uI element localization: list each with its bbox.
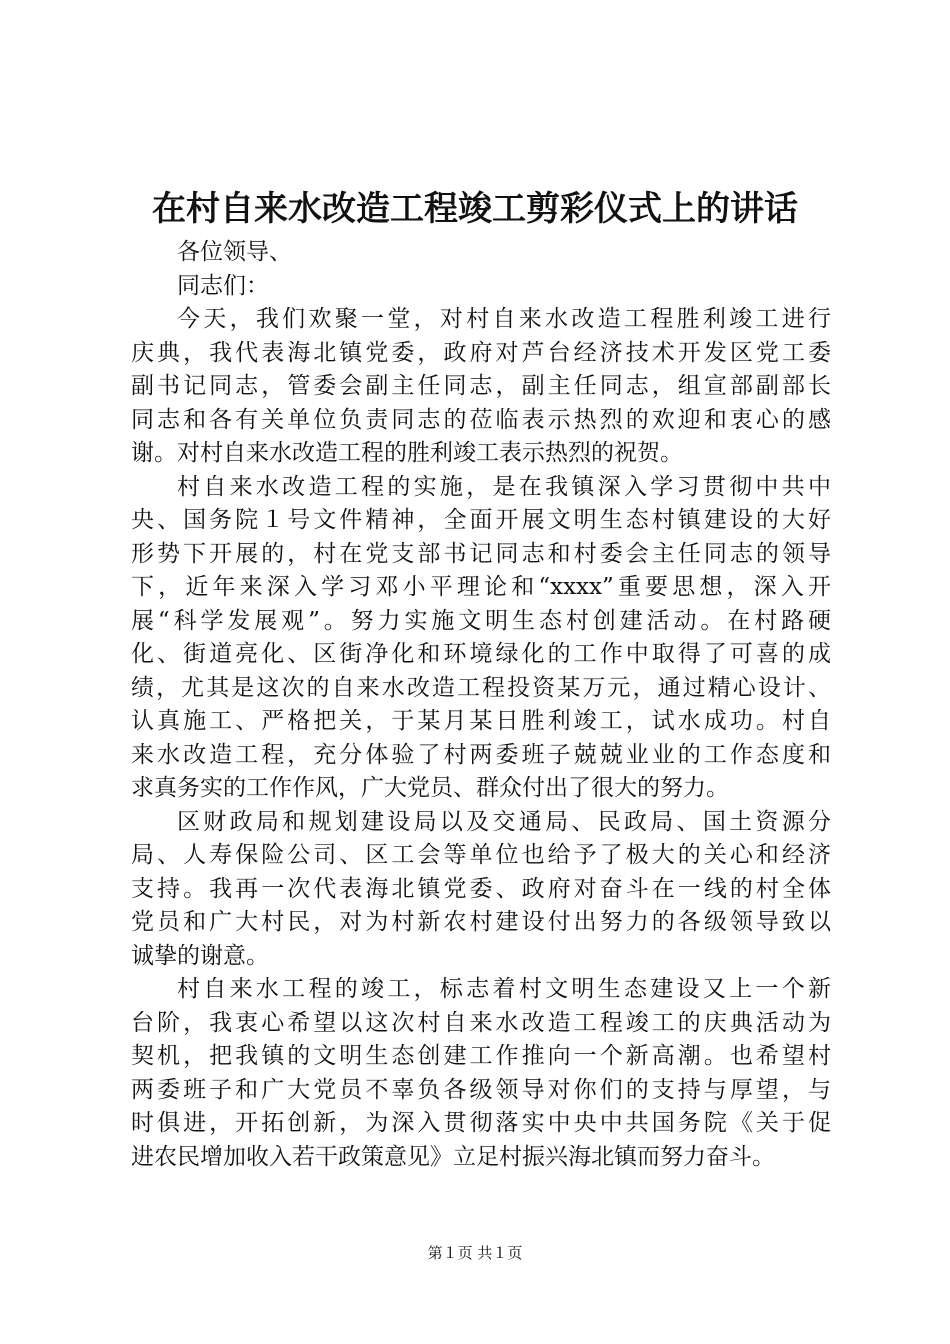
paragraph-line: 时俱进，开拓创新，为深入贯彻落实中央中共国务院《关于促 [131,1110,831,1136]
document-body [131,236,831,1174]
paragraph-line: 绩，尤其是这次的自来水改造工程投资某万元，通过精心设计、 [131,674,831,701]
paragraph-line: 同志和各有关单位负责同志的莅临表示热烈的欢迎和衷心的感 [131,406,831,433]
paragraph-line: 来水改造工程，充分体验了村两委班子兢兢业业的工作态度和 [131,741,831,768]
salutation-line: 同志们： [177,272,269,299]
paragraph-line: 台阶，我衷心希望以这次村自来水改造工程竣工的庆典活动为 [131,1009,831,1036]
paragraph-line: 今天，我们欢聚一堂，对村自来水改造工程胜利竣工进行 [177,306,831,332]
paragraph-line: 村自来水改造工程的实施，是在我镇深入学习贯彻中共中 [177,473,831,500]
paragraph-line: 求真务实的工作作风，广大党员、群众付出了很大的努力。 [131,775,729,801]
paragraph-line: 支持。我再一次代表海北镇党委、政府对奋斗在一线的村全体 [131,875,831,902]
paragraph-line: 党员和广大村民，对为村新农村建设付出努力的各级领导致以 [131,909,831,935]
paragraph-line: 谢。对村自来水改造工程的胜利竣工表示热烈的祝贺。 [131,440,683,466]
salutation-line: 各位领导、 [177,239,292,265]
paragraph-line: 认真施工、严格把关，于某月某日胜利竣工，试水成功。村自 [131,708,831,734]
paragraph-line: 诚挚的谢意。 [131,942,269,969]
paragraph-line: 局、人寿保险公司、区工会等单位也给予了极大的关心和经济 [131,842,831,868]
paragraph [131,303,831,471]
paragraph-line: 央、国务院１号文件精神，全面开展文明生态村镇建设的大好 [131,507,831,533]
paragraph-line: 两委班子和广大党员不辜负各级领导对你们的支持与厚望，与 [131,1076,831,1103]
page-number-footer: 第１页 共１页 [427,1244,523,1262]
paragraph-line: 化、街道亮化、区街净化和环境绿化的工作中取得了可喜的成 [131,641,831,667]
paragraph-line: 进农民增加收入若干政策意见》立足村振兴海北镇而努力奋斗。 [131,1143,775,1170]
paragraph-line: 副书记同志，管委会副主任同志，副主任同志，组宣部副部长 [131,373,831,399]
paragraph [131,973,831,1174]
paragraph-line: 村自来水工程的竣工，标志着村文明生态建设又上一个新 [177,976,831,1002]
paragraph-line: 下，近年来深入学习邓小平理论和“xxxx”重要思想，深入开 [131,574,831,600]
paragraph-line: 契机，把我镇的文明生态创建工作推向一个新高潮。也希望村 [131,1043,831,1069]
paragraph [131,806,831,974]
paragraph-line: 区财政局和规划建设局以及交通局、民政局、国土资源分 [177,808,831,835]
paragraph-line: 展“科学发展观”。努力实施文明生态村创建活动。在村路硬 [131,607,831,634]
paragraph-line: 庆典，我代表海北镇党委，政府对芦台经济技术开发区党工委 [131,339,831,366]
document-title: 在村自来水改造工程竣工剪彩仪式上的讲话 [152,189,798,229]
paragraph [131,471,831,806]
paragraph-line: 形势下开展的，村在党支部书记同志和村委会主任同志的领导 [131,540,831,567]
